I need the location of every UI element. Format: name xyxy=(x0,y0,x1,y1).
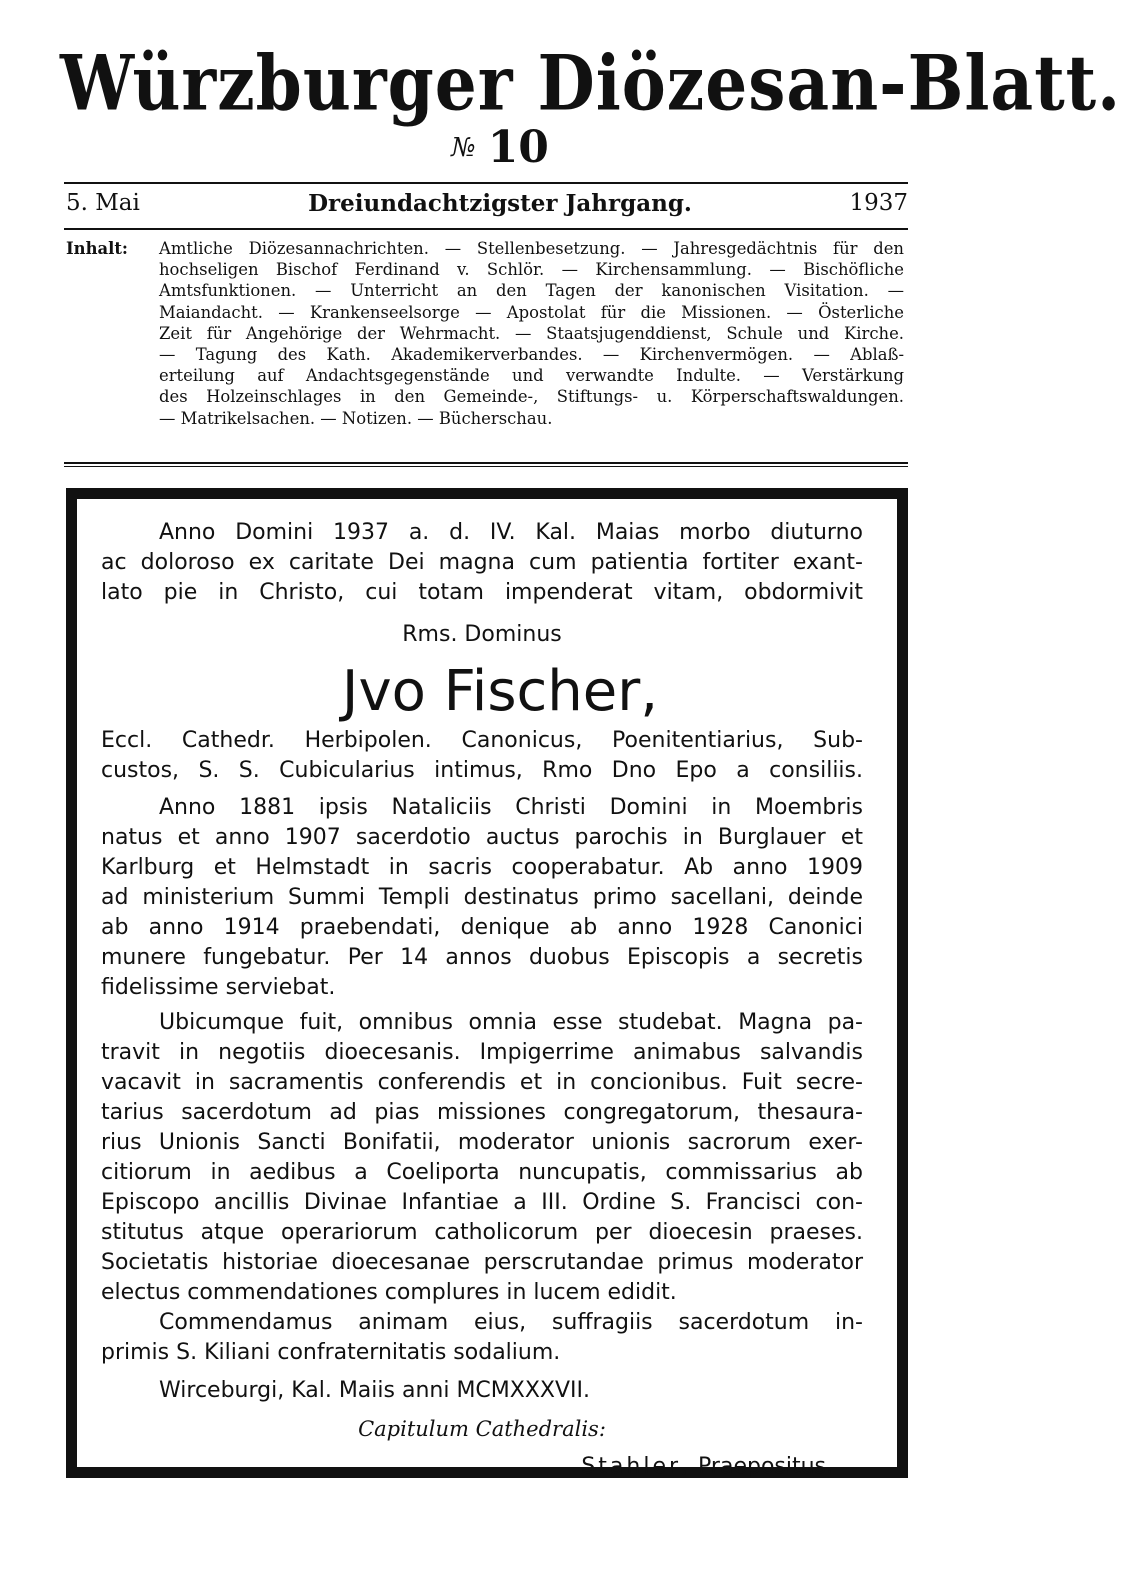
signature-name: Stahler, xyxy=(581,1454,692,1479)
honorific: Rms. Dominus xyxy=(402,622,562,647)
intro-line: Anno Domini 1937 a. d. IV. Kal. Maias morbo diuturno xyxy=(159,520,863,545)
contents-line: Zeit für Angehörige der Wehrmacht. — Staatsjugenddienst, Schule und Kirche. xyxy=(159,323,904,343)
biography-line: munere fungebatur. Per 14 annos duobus Episcopis a secretis xyxy=(101,945,863,970)
works-line: stitutus atque operariorum catholicorum per dioecesin praeses. xyxy=(101,1220,863,1245)
issue-year: 1937 xyxy=(849,190,908,216)
works-line: Societatis historiae dioecesanae perscrutandae primus moderator xyxy=(101,1250,863,1275)
volume-label: Dreiundachtzigster Jahrgang. xyxy=(308,190,692,217)
contents-line: erteilung auf Andachtsgegenstände und verwandte Indulte. — Verstärkung xyxy=(159,366,904,386)
commendation-line: primis S. Kiliani confraternitatis sodalium. xyxy=(101,1340,561,1365)
works-line: tarius sacerdotum ad pias missiones congregatorum, thesaura- xyxy=(101,1100,863,1125)
issue-number xyxy=(0,122,1000,173)
signature-title: Praepositus. xyxy=(698,1454,833,1479)
rule-top xyxy=(64,182,908,184)
biography-line: Karlburg et Helmstadt in sacris cooperabatur. Ab anno 1909 xyxy=(101,855,863,880)
biography-line: Anno 1881 ipsis Nataliciis Christi Domini in Moembris xyxy=(159,795,863,820)
works-line: travit in negotiis dioecesanis. Impigerrime animabus salvandis xyxy=(101,1040,863,1065)
biography-line: ad ministerium Summi Templi destinatus primo sacellani, deinde xyxy=(101,885,863,910)
biography-line: fidelissime serviebat. xyxy=(101,975,336,1000)
biography-line: natus et anno 1907 sacerdotio auctus parochis in Burglauer et xyxy=(101,825,863,850)
issue-date: 5. Mai xyxy=(66,190,140,216)
works-line: Episcopo ancillis Divinae Infantiae a III. Ordine S. Francisci con- xyxy=(101,1190,863,1215)
biography-line: ab anno 1914 praebendati, denique ab anno 1928 Canonici xyxy=(101,915,863,940)
number-symbol: № xyxy=(451,133,476,163)
signatory-body: Capitulum Cathedralis: xyxy=(358,1417,606,1441)
masthead-title: Würzburger Diözesan-Blatt. xyxy=(60,38,1121,128)
contents-line: — Tagung des Kath. Akademikerverbandes. — Kirchenvermögen. — Ablaß- xyxy=(159,345,904,364)
works-line: citiorum in aedibus a Coeliporta nuncupatis, commissarius ab xyxy=(101,1160,863,1185)
signature xyxy=(101,1452,863,1482)
rule-bottom xyxy=(64,462,908,464)
contents-line: — Matrikelsachen. — Notizen. — Bücherschau. xyxy=(159,408,553,428)
works-line: Ubicumque fuit, omnibus omnia esse studebat. Magna pa- xyxy=(159,1010,863,1035)
works-line: electus commendationes complures in lucem edidit. xyxy=(101,1280,677,1305)
rule-mid xyxy=(64,228,908,230)
issue-number-value: 10 xyxy=(487,122,549,173)
place-date: Wirceburgi, Kal. Maiis anni MCMXXXVII. xyxy=(159,1378,590,1403)
contents-line: Maiandacht. — Krankenseelsorge — Apostolat für die Missionen. — Österliche xyxy=(159,302,904,322)
titles-line: Eccl. Cathedr. Herbipolen. Canonicus, Poenitentiarius, Sub- xyxy=(101,728,863,753)
contents-line: Amtliche Diözesannachrichten. — Stellenbesetzung. — Jahresgedächtnis für den xyxy=(159,239,904,258)
contents-line: Amtsfunktionen. — Unterricht an den Tagen der kanonischen Visitation. — xyxy=(159,281,904,301)
intro-line: ac doloroso ex caritate Dei magna cum patientia fortiter exant- xyxy=(101,550,863,575)
rule-bottom-thin xyxy=(64,466,908,467)
contents-line: hochseligen Bischof Ferdinand v. Schlör. — Kirchensammlung. — Bischöfliche xyxy=(159,260,904,280)
intro-line: lato pie in Christo, cui totam impenderat vitam, obdormivit xyxy=(101,580,863,605)
contents-label: Inhalt: xyxy=(66,239,128,258)
contents-line: des Holzeinschlages in den Gemeinde-, Stiftungs- u. Körperschaftswaldungen. xyxy=(159,387,904,407)
works-line: vacavit in sacramentis conferendis et in concionibus. Fuit secre- xyxy=(101,1070,863,1095)
commendation-line: Commendamus animam eius, suffragiis sacerdotum in- xyxy=(159,1310,863,1335)
works-line: rius Unionis Sancti Bonifatii, moderator unionis sacrorum exer- xyxy=(101,1130,863,1155)
deceased-name: Jvo Fischer, xyxy=(341,659,659,724)
titles-line: custos, S. S. Cubicularius intimus, Rmo Dno Epo a consiliis. xyxy=(101,758,863,783)
